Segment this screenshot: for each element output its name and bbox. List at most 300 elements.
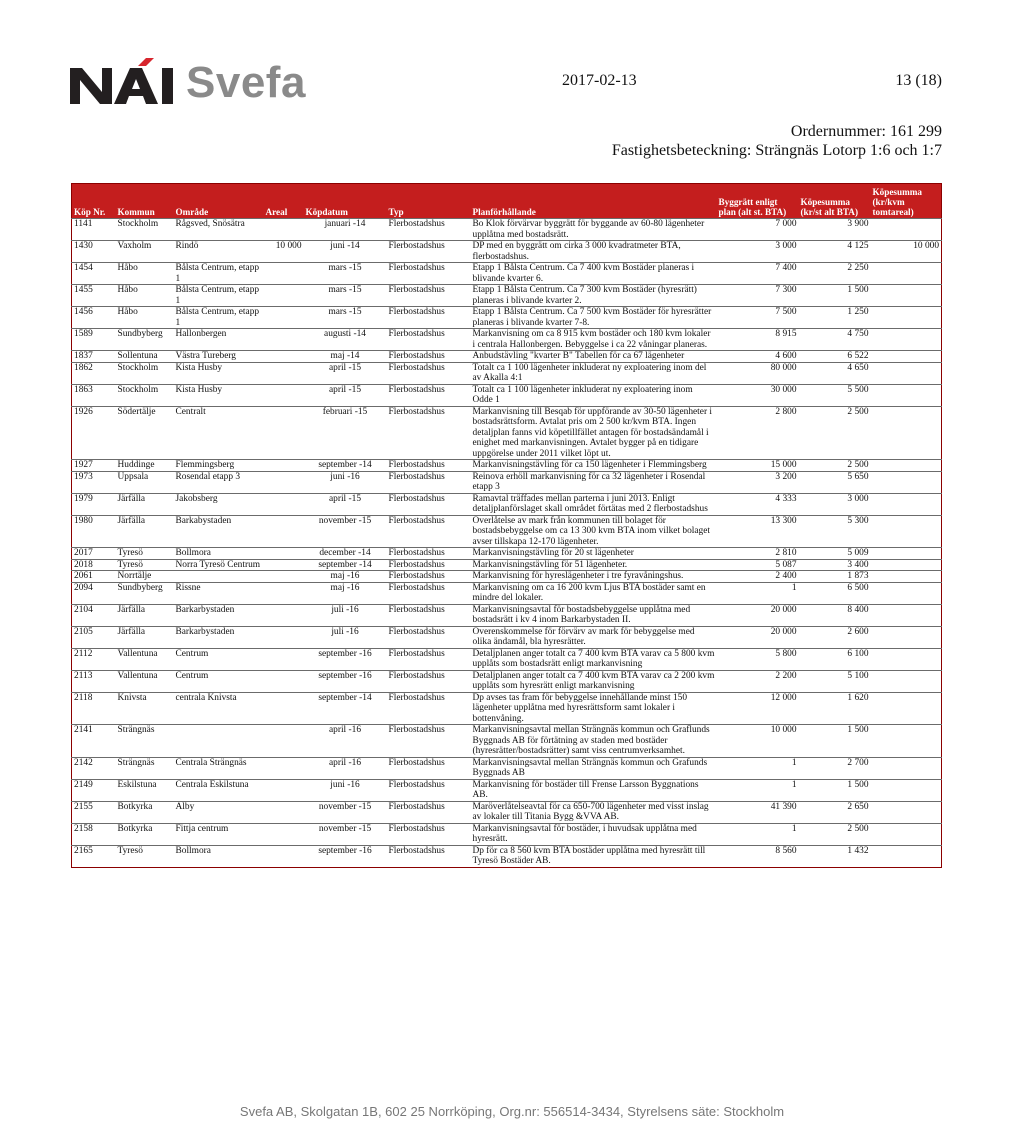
cell-kvm [871,757,942,779]
page-number: 13 (18) [895,72,942,89]
cell-areal: 10 000 [264,241,304,263]
cell-typ: Flerbostadshus [387,548,471,560]
col-header: Köpesumma (kr/st alt BTA) [799,184,871,219]
cell-kopesumma: 2 700 [799,757,871,779]
cell-kvm [871,471,942,493]
cell-kvm [871,648,942,670]
cell-plan: Markanvisningstävling för 20 st lägenheter [471,548,717,560]
cell-typ: Flerbostadshus [387,493,471,515]
cell-datum: februari -15 [304,406,387,460]
cell-kvm [871,329,942,351]
cell-typ: Flerbostadshus [387,362,471,384]
cell-plan: Etapp 1 Bålsta Centrum. Ca 7 300 kvm Bostäder (hyresrätt) planeras i blivande kvarter 2. [471,285,717,307]
cell-kopesumma: 2 250 [799,263,871,285]
table-header-row [72,184,942,219]
cell-typ: Flerbostadshus [387,307,471,329]
cell-kopesumma: 3 900 [799,219,871,241]
table-row [72,626,942,648]
cell-datum: maj -14 [304,351,387,363]
col-header: Typ [387,184,471,219]
cell-kommun: Tyresö [116,845,174,867]
cell-datum: april -15 [304,493,387,515]
cell-nr: 1980 [72,515,116,548]
cell-plan: Markanvisning om ca 8 915 kvm bostäder och 180 kvm lokaler i centrala Hallonbergen. Bebyggelse i ca 22 våningar planeras. [471,329,717,351]
cell-areal [264,307,304,329]
table-row [72,406,942,460]
cell-kopesumma: 6 500 [799,582,871,604]
cell-nr: 1862 [72,362,116,384]
cell-kvm [871,515,942,548]
cell-kvm [871,285,942,307]
cell-byggratt: 13 300 [717,515,799,548]
cell-areal [264,757,304,779]
document-date: 2017-02-13 [562,72,637,89]
cell-areal [264,725,304,758]
cell-kommun: Stockholm [116,362,174,384]
cell-datum: maj -16 [304,582,387,604]
cell-byggratt: 12 000 [717,692,799,725]
cell-kvm [871,493,942,515]
cell-omrade: Centralt [174,406,264,460]
cell-datum: april -16 [304,725,387,758]
col-header: Köpdatum [304,184,387,219]
cell-byggratt: 5 087 [717,559,799,571]
cell-kommun: Norrtälje [116,571,174,583]
cell-datum: november -15 [304,801,387,823]
cell-kommun: Sundbyberg [116,329,174,351]
cell-kommun: Järfälla [116,626,174,648]
cell-omrade: Västra Tureberg [174,351,264,363]
cell-plan: Markanvisningstävling för ca 150 lägenheter i Flemmingsberg [471,460,717,472]
table-row [72,548,942,560]
cell-nr: 1926 [72,406,116,460]
cell-datum: augusti -14 [304,329,387,351]
cell-plan: Reinova erhöll markanvisning för ca 32 lägenheter i Rosendal etapp 3 [471,471,717,493]
cell-nr: 2118 [72,692,116,725]
cell-plan: Dp för ca 8 560 kvm BTA bostäder upplåtna med hyresrätt till Tyresö Bostäder AB. [471,845,717,867]
cell-datum: april -15 [304,362,387,384]
cell-byggratt: 41 390 [717,801,799,823]
cell-kvm [871,406,942,460]
cell-typ: Flerbostadshus [387,571,471,583]
cell-kopesumma: 5 650 [799,471,871,493]
cell-areal [264,648,304,670]
cell-typ: Flerbostadshus [387,757,471,779]
cell-byggratt: 20 000 [717,604,799,626]
cell-kommun: Uppsala [116,471,174,493]
cell-kopesumma: 2 500 [799,460,871,472]
cell-byggratt: 1 [717,757,799,779]
cell-kvm [871,801,942,823]
cell-kopesumma: 4 125 [799,241,871,263]
cell-byggratt: 30 000 [717,384,799,406]
sales-table [71,183,942,868]
cell-datum: mars -15 [304,307,387,329]
cell-kommun: Botkyrka [116,823,174,845]
cell-areal [264,823,304,845]
cell-typ: Flerbostadshus [387,515,471,548]
cell-areal [264,460,304,472]
cell-nr: 1455 [72,285,116,307]
table-row [72,604,942,626]
cell-kopesumma: 3 400 [799,559,871,571]
cell-typ: Flerbostadshus [387,692,471,725]
cell-areal [264,285,304,307]
cell-typ: Flerbostadshus [387,582,471,604]
cell-kommun: Håbo [116,263,174,285]
cell-byggratt: 2 400 [717,571,799,583]
cell-nr: 2105 [72,626,116,648]
cell-plan: Markanvisning om ca 16 200 kvm Ljus BTA bostäder samt en mindre del lokaler. [471,582,717,604]
cell-areal [264,604,304,626]
cell-typ: Flerbostadshus [387,779,471,801]
cell-kopesumma: 3 000 [799,493,871,515]
cell-omrade: centrala Knivsta [174,692,264,725]
cell-plan: Markanvisningsavtal mellan Strängnäs kommun och Graflunds Byggnads AB för förtätning av staden med bostäder (hyresrätter/bostadsrätter) samt viss centrumverksamhet. [471,725,717,758]
cell-kommun: Tyresö [116,548,174,560]
table-row [72,757,942,779]
cell-kopesumma: 2 650 [799,801,871,823]
cell-kommun: Södertälje [116,406,174,460]
cell-typ: Flerbostadshus [387,471,471,493]
cell-typ: Flerbostadshus [387,801,471,823]
cell-typ: Flerbostadshus [387,285,471,307]
cell-kvm [871,559,942,571]
cell-areal [264,571,304,583]
table-row [72,670,942,692]
cell-byggratt: 7 400 [717,263,799,285]
cell-kopesumma: 2 500 [799,406,871,460]
cell-omrade: Norra Tyresö Centrum [174,559,264,571]
cell-omrade: Rindö [174,241,264,263]
cell-areal [264,692,304,725]
cell-datum: april -15 [304,384,387,406]
cell-omrade: Bålsta Centrum, etapp 1 [174,307,264,329]
cell-areal [264,670,304,692]
cell-byggratt: 1 [717,823,799,845]
company-logo [68,58,306,108]
cell-nr: 1979 [72,493,116,515]
cell-kommun: Botkyrka [116,801,174,823]
cell-kopesumma: 4 750 [799,329,871,351]
table-row [72,493,942,515]
cell-datum: december -14 [304,548,387,560]
cell-datum: september -16 [304,648,387,670]
page-footer: Svefa AB, Skolgatan 1B, 602 25 Norrköping, Org.nr: 556514-3434, Styrelsens säte: Stockholm [239,1104,785,1119]
table-row [72,845,942,867]
cell-omrade: Bålsta Centrum, etapp 1 [174,285,264,307]
cell-plan: Markanvisning för hyreslägenheter i tre fyravåningshus. [471,571,717,583]
table-row [72,329,942,351]
cell-omrade: Barkarbystaden [174,604,264,626]
cell-datum: september -14 [304,692,387,725]
cell-byggratt: 20 000 [717,626,799,648]
cell-datum: september -16 [304,845,387,867]
table-row [72,582,942,604]
cell-kommun: Huddinge [116,460,174,472]
cell-areal [264,351,304,363]
cell-kopesumma: 5 500 [799,384,871,406]
cell-kopesumma: 2 500 [799,823,871,845]
col-header: Köp Nr. [72,184,116,219]
cell-kopesumma: 1 250 [799,307,871,329]
cell-kvm [871,460,942,472]
cell-nr: 2142 [72,757,116,779]
cell-omrade: Centrala Eskilstuna [174,779,264,801]
cell-byggratt: 3 200 [717,471,799,493]
cell-nr: 2141 [72,725,116,758]
table-row [72,362,942,384]
cell-areal [264,845,304,867]
cell-plan: Markanvisning för bostäder till Frense Larsson Byggnations AB. [471,779,717,801]
cell-kommun: Vallentuna [116,648,174,670]
cell-plan: Totalt ca 1 100 lägenheter inkluderat ny exploatering inom Odde 1 [471,384,717,406]
cell-kommun: Vaxholm [116,241,174,263]
table-body [72,219,942,868]
cell-areal [264,779,304,801]
cell-areal [264,384,304,406]
cell-kopesumma: 1 620 [799,692,871,725]
cell-kvm [871,582,942,604]
table-row [72,471,942,493]
cell-omrade: Barkarbystaden [174,626,264,648]
table-row [72,648,942,670]
cell-byggratt: 2 200 [717,670,799,692]
cell-kommun: Sundbyberg [116,582,174,604]
cell-byggratt: 8 915 [717,329,799,351]
cell-plan: Bo Klok förvärvar byggrätt för byggande av 60-80 lägenheter upplåtna med bostadsrätt. [471,219,717,241]
cell-datum: juli -16 [304,626,387,648]
cell-omrade: Fittja centrum [174,823,264,845]
cell-areal [264,219,304,241]
cell-typ: Flerbostadshus [387,648,471,670]
cell-kopesumma: 1 500 [799,725,871,758]
cell-nr: 2104 [72,604,116,626]
property-designation: Fastighetsbeteckning: Strängnäs Lotorp 1:6 och 1:7 [611,142,942,159]
cell-typ: Flerbostadshus [387,725,471,758]
cell-kvm [871,548,942,560]
cell-byggratt: 5 800 [717,648,799,670]
logo-wordmark: Svefa [186,58,306,107]
cell-kvm [871,845,942,867]
cell-kopesumma: 1 500 [799,285,871,307]
col-header: Areal [264,184,304,219]
cell-areal [264,559,304,571]
cell-omrade: Barkabystaden [174,515,264,548]
cell-datum: november -15 [304,515,387,548]
cell-omrade: Hallonbergen [174,329,264,351]
cell-areal [264,362,304,384]
cell-byggratt: 7 300 [717,285,799,307]
cell-areal [264,626,304,648]
cell-plan: DP med en byggrätt om cirka 3 000 kvadratmeter BTA, flerbostadshus. [471,241,717,263]
cell-plan: Anbudstävling "kvarter B" Tabellen för ca 67 lägenheter [471,351,717,363]
cell-omrade [174,725,264,758]
cell-byggratt: 8 560 [717,845,799,867]
cell-kvm [871,384,942,406]
cell-nr: 1454 [72,263,116,285]
col-header: Planförhållande [471,184,717,219]
cell-nr: 2018 [72,559,116,571]
cell-omrade [174,571,264,583]
cell-byggratt: 80 000 [717,362,799,384]
cell-nr: 2017 [72,548,116,560]
cell-kvm [871,351,942,363]
cell-nr: 1837 [72,351,116,363]
cell-nr: 2155 [72,801,116,823]
cell-typ: Flerbostadshus [387,329,471,351]
table-row [72,241,942,263]
cell-typ: Flerbostadshus [387,460,471,472]
cell-plan: Överlåtelse av mark från kommunen till bolaget för bostadsbebyggelse om ca 13 300 kvm BTA inom vilket bolaget avser tillskapa 12-170 lägenheter. [471,515,717,548]
cell-typ: Flerbostadshus [387,406,471,460]
cell-plan: Detaljplanen anger totalt ca 7 400 kvm BTA varav ca 2 200 kvm upplåts som hyresrätt enligt markanvisning [471,670,717,692]
cell-kommun: Knivsta [116,692,174,725]
cell-omrade: Centrum [174,670,264,692]
table-row [72,219,942,241]
cell-kommun: Järfälla [116,515,174,548]
cell-nr: 1456 [72,307,116,329]
cell-kopesumma: 6 522 [799,351,871,363]
cell-areal [264,406,304,460]
cell-byggratt: 2 810 [717,548,799,560]
cell-omrade: Alby [174,801,264,823]
table-row [72,351,942,363]
table-row [72,384,942,406]
cell-plan: Markanvisning till Besqab för uppförande av 30-50 lägenheter i bostadsrättsform. Avtalat pris om 2 500 kr/kvm BTA. Ingen detaljplan fanns vid köpetillfället antagen för bostadsändamål i enighet med markanvisningen. Avtalet bygger på en tidigare uppgörelse under 2011 vilket löpt ut. [471,406,717,460]
table-row [72,559,942,571]
cell-plan: Överenskommelse för förvärv av mark för bebyggelse med olika ändamål, bla hyresrätter. [471,626,717,648]
cell-kvm [871,692,942,725]
order-number: Ordernummer: 161 299 [790,123,942,140]
cell-kopesumma: 1 500 [799,779,871,801]
cell-plan: Markanvisningstävling för 51 lägenheter. [471,559,717,571]
table-row [72,692,942,725]
cell-omrade: Jakobsberg [174,493,264,515]
cell-omrade: Rosendal etapp 3 [174,471,264,493]
cell-omrade: Kista Husby [174,384,264,406]
cell-kommun: Strängnäs [116,757,174,779]
cell-omrade: Centrum [174,648,264,670]
cell-datum: juni -14 [304,241,387,263]
order-block [612,122,942,160]
cell-kvm [871,604,942,626]
col-header: Kommun [116,184,174,219]
cell-kommun: Eskilstuna [116,779,174,801]
cell-kopesumma: 8 400 [799,604,871,626]
cell-nr: 2094 [72,582,116,604]
cell-datum: september -14 [304,559,387,571]
cell-byggratt: 7 500 [717,307,799,329]
cell-nr: 2113 [72,670,116,692]
cell-omrade: Rågsved, Snösätra [174,219,264,241]
cell-datum: juni -16 [304,471,387,493]
cell-kopesumma: 4 650 [799,362,871,384]
cell-byggratt: 3 000 [717,241,799,263]
cell-plan: Ramavtal träffades mellan parterna i juni 2013. Enligt detaljplanförslaget skall området förtätas med 2 flerbostadshus [471,493,717,515]
cell-kvm [871,779,942,801]
cell-typ: Flerbostadshus [387,823,471,845]
cell-typ: Flerbostadshus [387,626,471,648]
cell-kvm [871,263,942,285]
cell-nr: 1430 [72,241,116,263]
cell-areal [264,801,304,823]
table-row [72,285,942,307]
cell-byggratt: 10 000 [717,725,799,758]
table-row [72,779,942,801]
cell-kommun: Stockholm [116,219,174,241]
cell-kopesumma: 5 009 [799,548,871,560]
cell-datum: mars -15 [304,285,387,307]
cell-nr: 1863 [72,384,116,406]
cell-plan: Markanvisningsavtal mellan Strängnäs kommun och Grafunds Byggnads AB [471,757,717,779]
cell-plan: Markanvisningsavtal för bostadsbebyggelse upplåtna med bostadsrätt i kv 4 inom Barkarbystaden II. [471,604,717,626]
table-row [72,515,942,548]
cell-kvm [871,670,942,692]
cell-byggratt: 4 333 [717,493,799,515]
cell-nr: 1973 [72,471,116,493]
cell-kommun: Håbo [116,285,174,307]
cell-areal [264,515,304,548]
cell-typ: Flerbostadshus [387,263,471,285]
table-row [72,801,942,823]
cell-datum: juli -16 [304,604,387,626]
table-row [72,263,942,285]
table-row [72,725,942,758]
cell-kopesumma: 1 873 [799,571,871,583]
table-row [72,571,942,583]
cell-plan: Etapp 1 Bålsta Centrum. Ca 7 400 kvm Bostäder planeras i blivande kvarter 6. [471,263,717,285]
cell-kvm [871,626,942,648]
cell-datum: april -16 [304,757,387,779]
cell-areal [264,263,304,285]
cell-omrade: Rissne [174,582,264,604]
cell-nr: 2165 [72,845,116,867]
cell-kvm [871,823,942,845]
cell-datum: september -14 [304,460,387,472]
cell-nr: 2149 [72,779,116,801]
cell-datum: mars -15 [304,263,387,285]
cell-kommun: Stockholm [116,384,174,406]
cell-datum: september -16 [304,670,387,692]
cell-plan: Detaljplanen anger totalt ca 7 400 kvm BTA varav ca 5 800 kvm upplåts som bostadsrätt enligt markanvisning [471,648,717,670]
cell-typ: Flerbostadshus [387,670,471,692]
cell-areal [264,493,304,515]
cell-nr: 1141 [72,219,116,241]
cell-plan: Totalt ca 1 100 lägenheter inkluderat ny exploatering inom del av Akalla 4:1 [471,362,717,384]
cell-plan: Maröverlåtelseavtal för ca 650-700 lägenheter med visst inslag av lokaler till Titania Bygg &VVA AB. [471,801,717,823]
cell-datum: juni -16 [304,779,387,801]
cell-kommun: Järfälla [116,493,174,515]
cell-kopesumma: 5 300 [799,515,871,548]
cell-kvm: 10 000 [871,241,942,263]
cell-datum: maj -16 [304,571,387,583]
cell-datum: november -15 [304,823,387,845]
cell-kopesumma: 5 100 [799,670,871,692]
cell-typ: Flerbostadshus [387,845,471,867]
nai-logo-icon [68,58,180,108]
cell-typ: Flerbostadshus [387,604,471,626]
cell-datum: januari -14 [304,219,387,241]
cell-nr: 2061 [72,571,116,583]
cell-kopesumma: 6 100 [799,648,871,670]
cell-areal [264,548,304,560]
cell-byggratt: 15 000 [717,460,799,472]
cell-kommun: Strängnäs [116,725,174,758]
col-header: Köpesumma (kr/kvm tomtareal) [871,184,942,219]
col-header: Byggrätt enligt plan (alt st. BTA) [717,184,799,219]
cell-omrade: Bollmora [174,845,264,867]
